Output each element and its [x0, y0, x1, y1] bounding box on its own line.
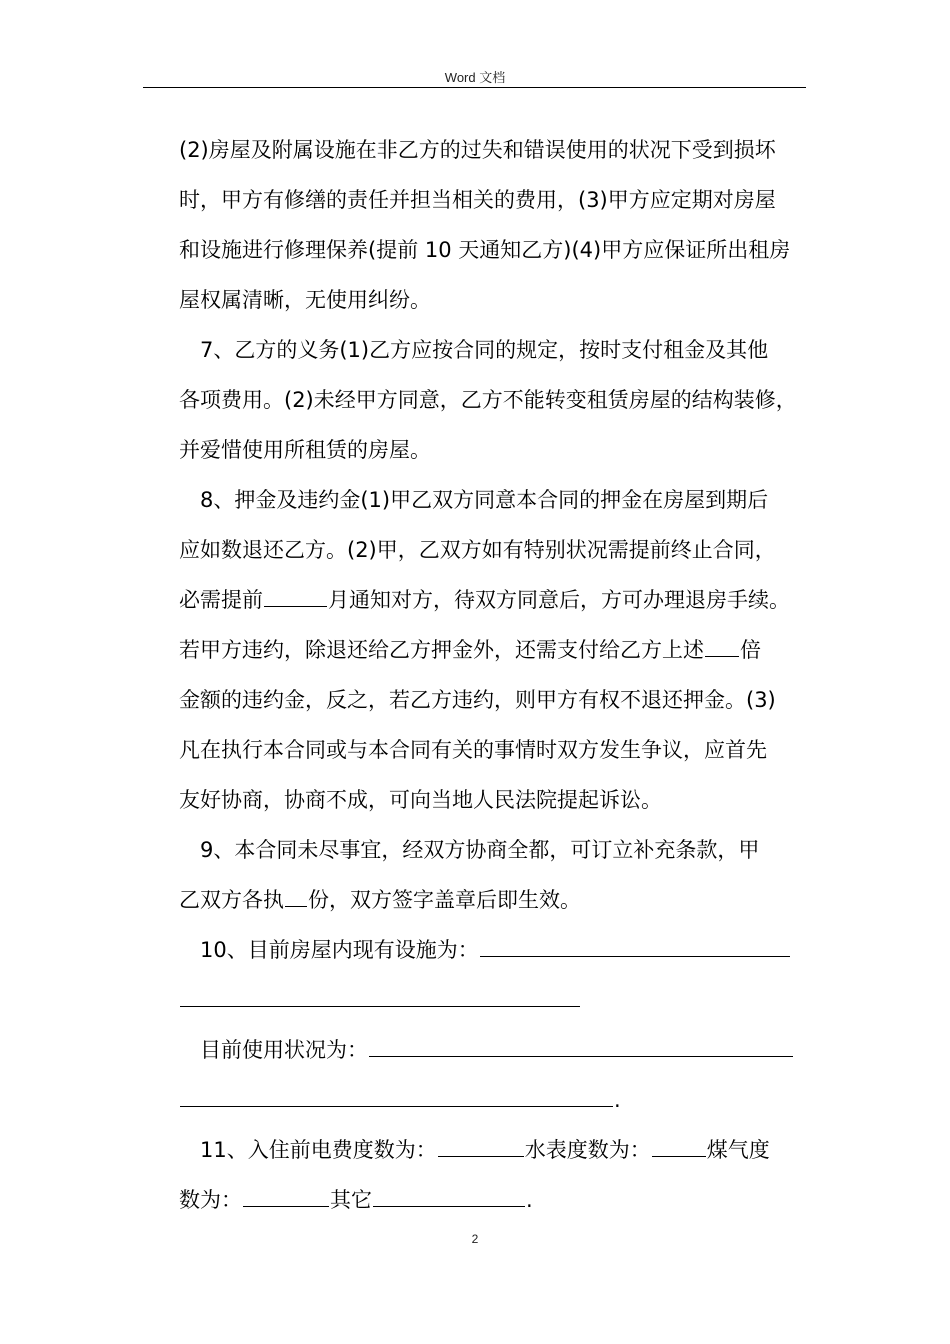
fill-in-blank-copies: [285, 884, 307, 907]
text-line: 并爱惜使用所租赁的房屋。: [179, 438, 431, 462]
page-header: Word 文档: [444, 70, 506, 85]
text-segment: 其它: [330, 1188, 372, 1212]
text-line: 和设施进行修理保养(提前 10 天通知乙方)(4)甲方应保证所出租房: [179, 238, 791, 262]
text-line: 应如数退还乙方。(2)甲，乙双方如有特别状况需提前终止合同，: [179, 538, 776, 562]
fill-in-blank-condition: [369, 1034, 793, 1057]
text-line: 金额的违约金，反之，若乙方违约，则甲方有权不退还押金。(3): [179, 688, 776, 712]
text-line: 7、乙方的义务(1)乙方应按合同的规定，按时支付租金及其他: [200, 338, 769, 362]
header-divider: [143, 87, 806, 88]
blank-line: [179, 975, 814, 1025]
fill-in-blank-facilities-cont: [180, 984, 580, 1007]
text-line: 友好协商，协商不成，可向当地人民法院提起诉讼。: [179, 788, 662, 812]
blank-line: [179, 1075, 814, 1125]
fill-in-blank-months: [264, 584, 327, 607]
text-segment: 乙双方各执: [179, 888, 284, 912]
fill-in-blank-gas: [243, 1184, 329, 1207]
text-line: (2)房屋及附属设施在非乙方的过失和错误使用的状况下受到损坏: [179, 138, 776, 162]
text-segment: 水表度数为：: [524, 1138, 651, 1162]
text-line: 时，甲方有修缮的责任并担当相关的费用，(3)甲方应定期对房屋: [179, 188, 776, 212]
text-line-with-blank: [179, 625, 814, 675]
text-line-with-blank: [179, 925, 814, 975]
text-segment: 10、目前房屋内现有设施为：: [200, 938, 479, 962]
page-number: 2: [471, 1232, 479, 1246]
text-line: 8、押金及违约金(1)甲乙双方同意本合同的押金在房屋到期后: [200, 488, 769, 512]
text-segment: 煤气度: [706, 1138, 770, 1162]
text-line: 各项费用。(2)未经甲方同意，乙方不能转变租赁房屋的结构装修，: [179, 388, 797, 412]
text-line-with-blank: [179, 575, 814, 625]
text-line-with-blank: [179, 1175, 814, 1225]
fill-in-blank-condition-cont: [180, 1084, 613, 1107]
text-segment: 份，双方签字盖章后即生效。: [308, 888, 581, 912]
text-segment: 11、入住前电费度数为：: [200, 1138, 437, 1162]
text-segment: 数为：: [179, 1188, 242, 1212]
text-segment: 目前使用状况为：: [200, 1038, 368, 1062]
fill-in-blank-facilities: [480, 934, 790, 957]
text-segment: 若甲方违约，除退还给乙方押金外，还需支付给乙方上述: [179, 638, 704, 662]
document-body: [179, 125, 814, 1225]
text-line: 9、本合同未尽事宜，经双方协商全都，可订立补充条款，甲: [200, 838, 760, 862]
text-line: 屋权属清晰，无使用纠纷。: [179, 288, 431, 312]
fill-in-blank-water: [652, 1134, 706, 1157]
text-line: 凡在执行本合同或与本合同有关的事情时双方发生争议，应首先: [179, 738, 767, 762]
text-segment: .: [526, 1188, 533, 1212]
text-line-with-blank: [179, 1025, 814, 1075]
text-segment: 必需提前: [179, 588, 263, 612]
fill-in-blank-other: [373, 1184, 525, 1207]
fill-in-blank-electricity: [438, 1134, 524, 1157]
text-line-with-blank: [179, 875, 814, 925]
text-segment: 月通知对方，待双方同意后，方可办理退房手续。: [328, 588, 790, 612]
text-segment: .: [614, 1088, 621, 1112]
text-line-with-blank: [179, 1125, 814, 1175]
text-segment: 倍: [740, 638, 761, 662]
fill-in-blank-multiple: [705, 634, 739, 657]
